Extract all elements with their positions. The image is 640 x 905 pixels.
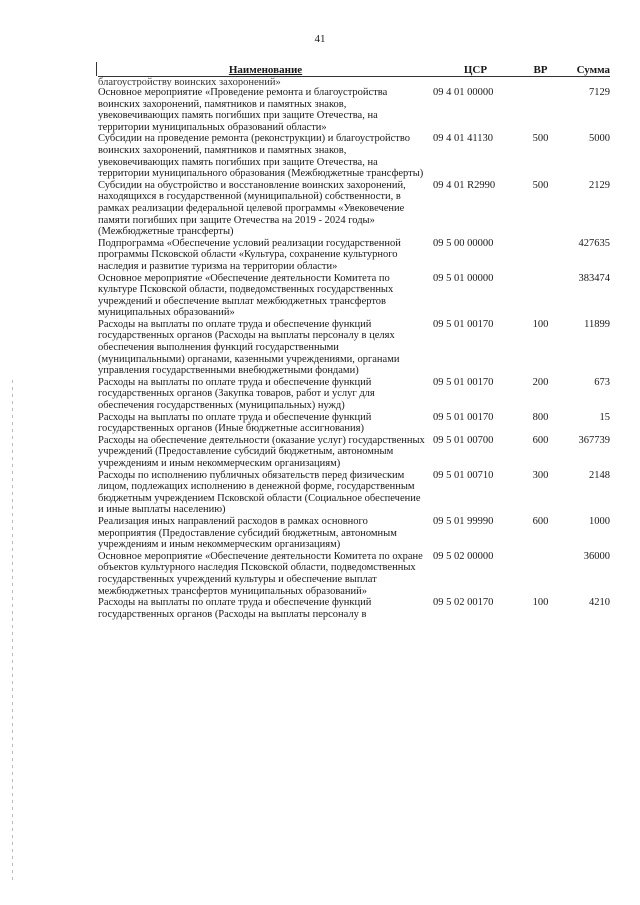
row-csr: 09 4 01 00000 [433,87,494,98]
row-csr: 09 5 02 00170 [433,597,494,609]
row-vr [518,273,563,319]
table-row [98,412,610,435]
row-name: Расходы по исполнению публичных обязательств перед физическим лицом, подлежащих исполнению в денежной форме, государственным бюджетным учреждением Псковской области (Социальное обеспечение и иные выплаты населению) [98,469,421,516]
header-left-bar [96,62,97,76]
row-sum: 427635 [578,237,610,249]
row-name: Реализация иных направлений расходов в рамках основного мероприятия (Предоставление субсидий бюджетным, автономным учреждениям и иным некоммерческим организациям) [98,515,397,551]
row-sum: 1000 [589,515,610,527]
row-vr: 200 [532,376,549,388]
row-csr: 09 5 01 99990 [433,515,494,527]
table-row [98,435,610,470]
row-csr: 09 5 01 00700 [433,434,494,446]
table-row [98,319,610,377]
row-name: Основное мероприятие «Проведение ремонта и благоустройства воинских захоронений, памятников и памятных знаков, увековечивающих память погибших при защите Отечества, на территории муниципальных образований области» [98,87,388,133]
row-name: Субсидии на проведение ремонта (реконструкции) и благоустройство воинских захоронений, памятников и памятных знаков, увековечивающих память погибших при защите Отечества, на территории муниципального образования (Межбюджетные трансферты) [98,133,424,180]
row-name: Расходы на выплаты по оплате труда и обеспечение функций государственных органов (Закупка товаров, работ и услуг для обеспечения государственных (муниципальных) нужд) [98,376,375,412]
table-row [98,180,610,238]
table-row [98,133,610,179]
row-csr: 09 5 01 00170 [433,411,494,423]
row-vr: 800 [532,411,549,423]
row-vr: 500 [532,133,549,145]
table-row [98,87,610,133]
header-sum: Сумма [576,64,610,76]
row-vr: 100 [532,318,549,330]
budget-table [98,58,610,620]
row-sum: 15 [599,411,610,423]
row-name: Субсидии на обустройство и восстановление воинских захоронений, находящихся в государственной (муниципальной) собственности, в рамках реализации федеральной целевой программы «Увековечение памяти погибших при защите Отечества на 2019 - 2024 годы» (Межбюджетные трансферты) [98,179,406,238]
scan-margin-line [12,380,13,880]
row-sum: 367739 [578,434,610,446]
table-row [98,516,610,551]
table-header [98,58,610,77]
row-vr [518,238,563,273]
row-name: Подпрограмма «Обеспечение условий реализации государственной программы Псковской области «Культура, сохранение культурного наследия и развитие туризма на территории области» [98,237,401,272]
table-row [98,377,610,412]
table-row [98,551,610,597]
row-sum: 7129 [589,87,610,98]
row-sum: 2129 [589,179,610,191]
page-number: 41 [314,33,326,45]
row-sum: 673 [594,376,610,388]
table-row [98,238,610,273]
header-vr: ВР [533,64,548,76]
row-csr: 09 5 01 00000 [433,272,494,284]
row-csr: 09 5 00 00000 [433,237,494,249]
row-name: Расходы на обеспечение деятельности (оказание услуг) государственных учреждений (Предоставление субсидий бюджетным, автономным учреждениям и иным некоммерческим организациям) [98,434,425,469]
row-sum: 36000 [583,550,610,562]
row-csr: 09 5 01 00710 [433,469,494,481]
clipped-continuation-line: благоустройству воинских захоронений» [98,77,281,87]
row-vr: 100 [532,597,549,609]
row-vr [518,87,563,133]
row-vr: 300 [532,469,549,481]
row-sum: 2148 [589,469,610,481]
table-row [98,470,610,516]
table-rows [98,77,610,620]
row-name: Расходы на выплаты по оплате труда и обеспечение функций государственных органов (Расходы на выплаты персоналу в [98,597,372,620]
row-name: Основное мероприятие «Обеспечение деятельности Комитета по культуре Псковской области, подведомственных государственных учреждений и обеспечение выплат межбюджетных трансфертов муниципальных образований» [98,272,394,319]
row-sum: 11899 [584,318,610,330]
row-csr: 09 4 01 R2990 [433,179,496,191]
row-name: Основное мероприятие «Обеспечение деятельности Комитета по охране объектов культурного наследия Псковской области, подведомственных государственных учреждений культуры и обеспечение выплат межбюджетных трансфертов муниципальных образований» [98,550,423,597]
row-sum: 383474 [578,272,610,284]
row-sum: 5000 [589,133,610,145]
table-row [98,273,610,319]
row-vr: 500 [532,179,549,191]
row-name: Расходы на выплаты по оплате труда и обеспечение функций государственных органов (Расходы на выплаты персоналу в целях обеспечения выполнения функций государственными (муниципальными) органами, казенными учреждениями, органами управления государственными внебюджетными фондами) [98,318,400,377]
row-csr: 09 5 02 00000 [433,550,494,562]
row-csr: 09 5 01 00170 [433,376,494,388]
row-csr: 09 5 01 00170 [433,318,494,330]
header-csr: ЦСР [463,64,488,76]
row-vr [518,551,563,597]
row-vr: 600 [532,434,549,446]
table-row [98,597,610,620]
header-name: Наименование [228,64,303,76]
row-csr: 09 4 01 41130 [433,133,493,145]
row-name: Расходы на выплаты по оплате труда и обеспечение функций государственных органов (Иные бюджетные ассигнования) [98,411,372,435]
row-sum: 4210 [589,597,610,609]
row-vr: 600 [532,515,549,527]
